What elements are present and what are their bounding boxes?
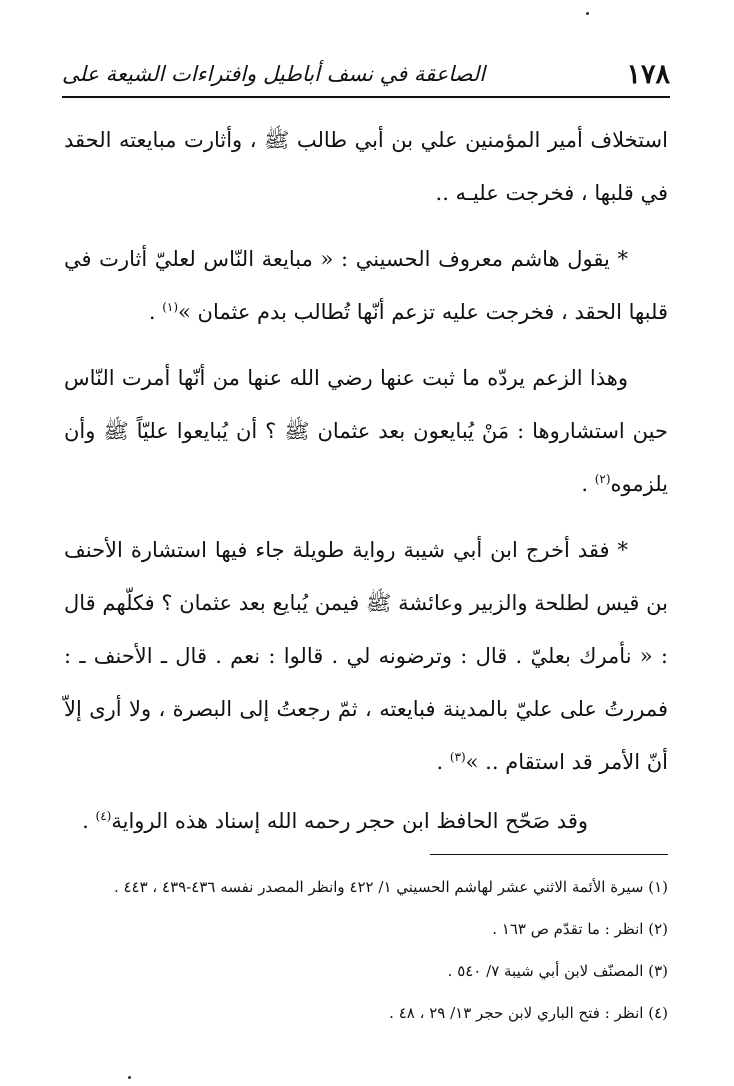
running-title: الصاعقة في نسف أباطيل وافتراءات الشيعة على — [62, 62, 486, 86]
main-text — [64, 114, 668, 848]
paragraph: * يقول هاشم معروف الحسيني : « مبايعة النّاس لعليّ أثارت في قلبها الحقد ، فخرجت عليه تزعم أنّها تُطالب بدم عثمان »$^{(١)}$ . — [64, 247, 668, 324]
paragraph: وقد صَحّح الحافظ ابن حجر رحمه الله إسناد هذه الرواية$^{(٤)}$ . — [82, 809, 588, 833]
footnote-item: (٤) انظر : فتح الباري لابن حجر ١٣/ ٢٩ ، ٤٨ . — [389, 1004, 668, 1022]
footnote-item: (١) سيرة الأئمة الاثني عشر لهاشم الحسيني ١/ ٤٢٢ وانظر المصدر نفسه ٤٣٦-٤٣٩ ، ٤٤٣ . — [113, 878, 668, 896]
header-rule — [62, 96, 670, 98]
footnote-separator — [430, 854, 668, 855]
footnote-ref: (٤) — [95, 809, 112, 823]
paragraph: وهذا الزعم يردّه ما ثبت عنها رضي الله عنها من أنّها أمرت النّاس حين استشاروها : مَنْ يُبايعون بعد عثمان ﷺ ؟ أن يُبايعوا عليّاً ﷺ وأن يلزموه$^{(٢)}$ . — [64, 366, 668, 496]
page-header — [62, 48, 670, 90]
footnote-ref: (٢) — [594, 472, 611, 486]
page-number: ١٧٨ — [626, 59, 670, 90]
paragraph: * فقد أخرج ابن أبي شيبة رواية طويلة جاء فيها استشارة الأحنف بن قيس لطلحة والزبير وعائشة ﷺ فيمن يُبايع بعد عثمان ؟ فكلّهم قال : « نأمرك بعليّ . قال : وترضونه لي . قالوا : نعم . قال ـ الأحنف ـ : فمررتُ على عليّ بالمدينة فبايعته ، ثمّ رجعتُ إلى البصرة ، ولا أرى إلاّ أنّ الأمر قد استقام .. »$^{(٣)}$ . — [64, 538, 668, 774]
footnote-item: (٢) انظر : ما تقدّم ص ١٦٣ . — [492, 920, 668, 938]
footnotes — [64, 866, 668, 1034]
footnote-ref: (٣) — [449, 750, 466, 764]
footnote-item: (٣) المصنّف لابن أبي شيبة ٧/ ٥٤٠ . — [447, 962, 668, 980]
scan-speck — [128, 1076, 131, 1079]
footnote-ref: (١) — [162, 300, 179, 314]
scan-speck — [586, 12, 589, 15]
paragraph: استخلاف أمير المؤمنين علي بن أبي طالب ﷺ ، وأثارت مبايعته الحقد في قلبها ، فخرجت عليـه .. — [64, 128, 668, 205]
